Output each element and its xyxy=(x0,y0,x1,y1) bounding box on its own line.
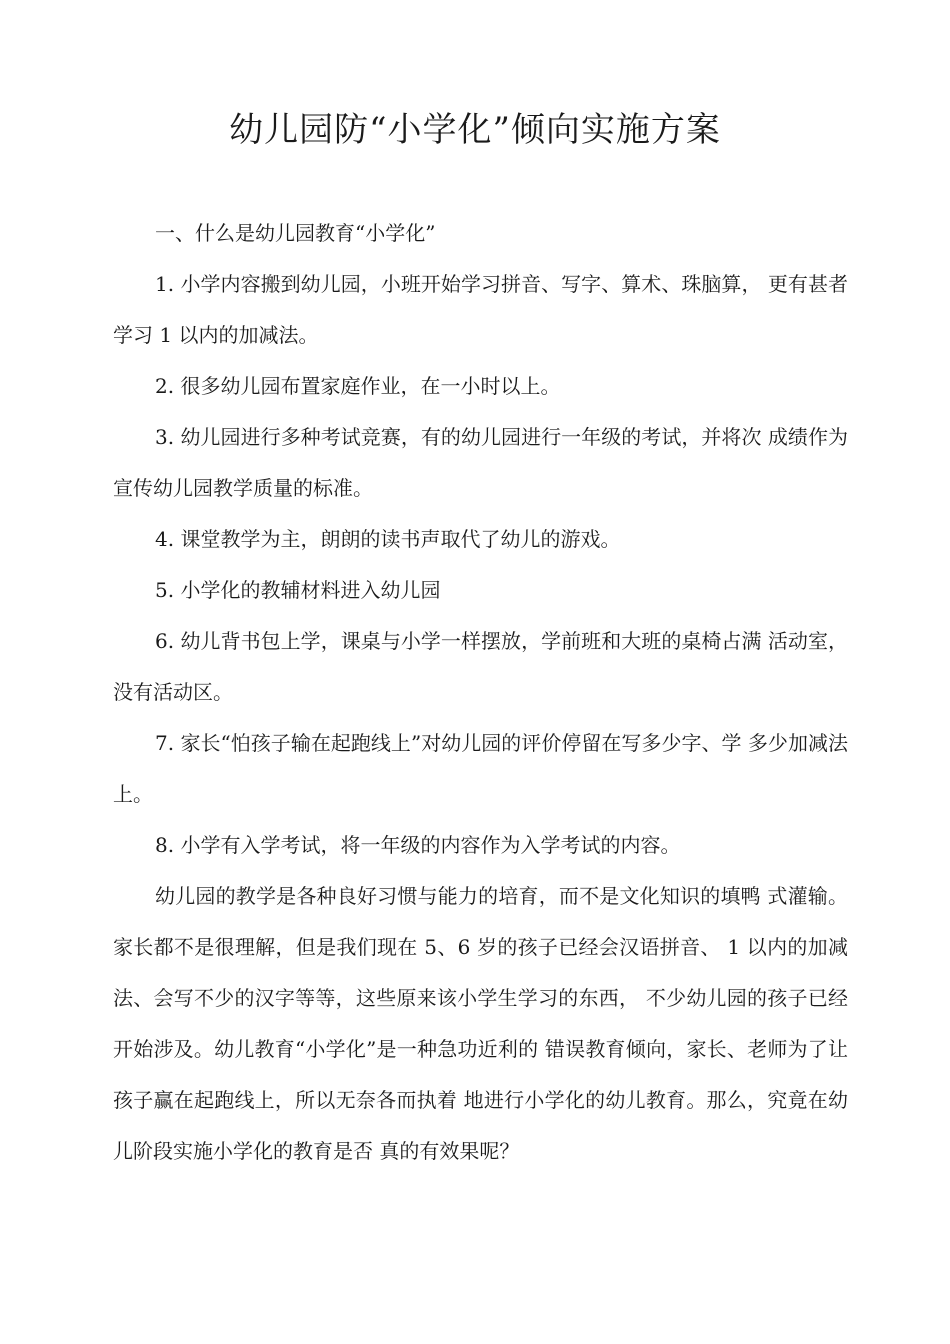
list-item: 2. 很多幼儿园布置家庭作业，在一小时以上。 xyxy=(155,374,561,398)
list-item: 1. 小学内容搬到幼儿园，小班开始学习拼音、写字、算术、珠脑算， 更有甚者学习 1 以内的加减法。 xyxy=(113,272,848,347)
list-item: 7. 家长“怕孩子输在起跑线上”对幼儿园的评价停留在写多少字、学 多少加减法上。 xyxy=(113,731,848,806)
section-heading: 一、什么是幼儿园教育“小学化” xyxy=(155,221,436,245)
list-item: 3. 幼儿园进行多种考试竞赛，有的幼儿园进行一年级的考试，并将次 成绩作为宣传幼儿园教学质量的标准。 xyxy=(113,425,848,500)
body-paragraph: 幼儿园的教学是各种良好习惯与能力的培育，而不是文化知识的填鸭 式灌输。家长都不是很理解，但是我们现在 5、6 岁的孩子已经会汉语拼音、 1 以内的加减法、会写不少的汉字等等，这些原来该小学生学习的东西， 不少幼儿园的孩子已经开始涉及。幼儿教育“小学化”是一种急功近利的 错误教育倾向，家长、老师为了让孩子赢在起跑线上，所以无奈各而执着 地进行小学化的幼儿教育。那么，究竟在幼儿阶段实施小学化的教育是否 真的有效果呢？ xyxy=(113,884,848,1163)
document-body xyxy=(113,208,848,1177)
list-item: 5. 小学化的教辅材料进入幼儿园 xyxy=(155,578,441,602)
list-item: 4. 课堂教学为主，朗朗的读书声取代了幼儿的游戏。 xyxy=(155,527,621,551)
document-title: 幼儿园防“小学化”倾向实施方案 xyxy=(229,110,721,150)
list-item: 6. 幼儿背书包上学，课桌与小学一样摆放，学前班和大班的桌椅占满 活动室，没有活动区。 xyxy=(113,629,848,704)
list-item: 8. 小学有入学考试，将一年级的内容作为入学考试的内容。 xyxy=(155,833,681,857)
